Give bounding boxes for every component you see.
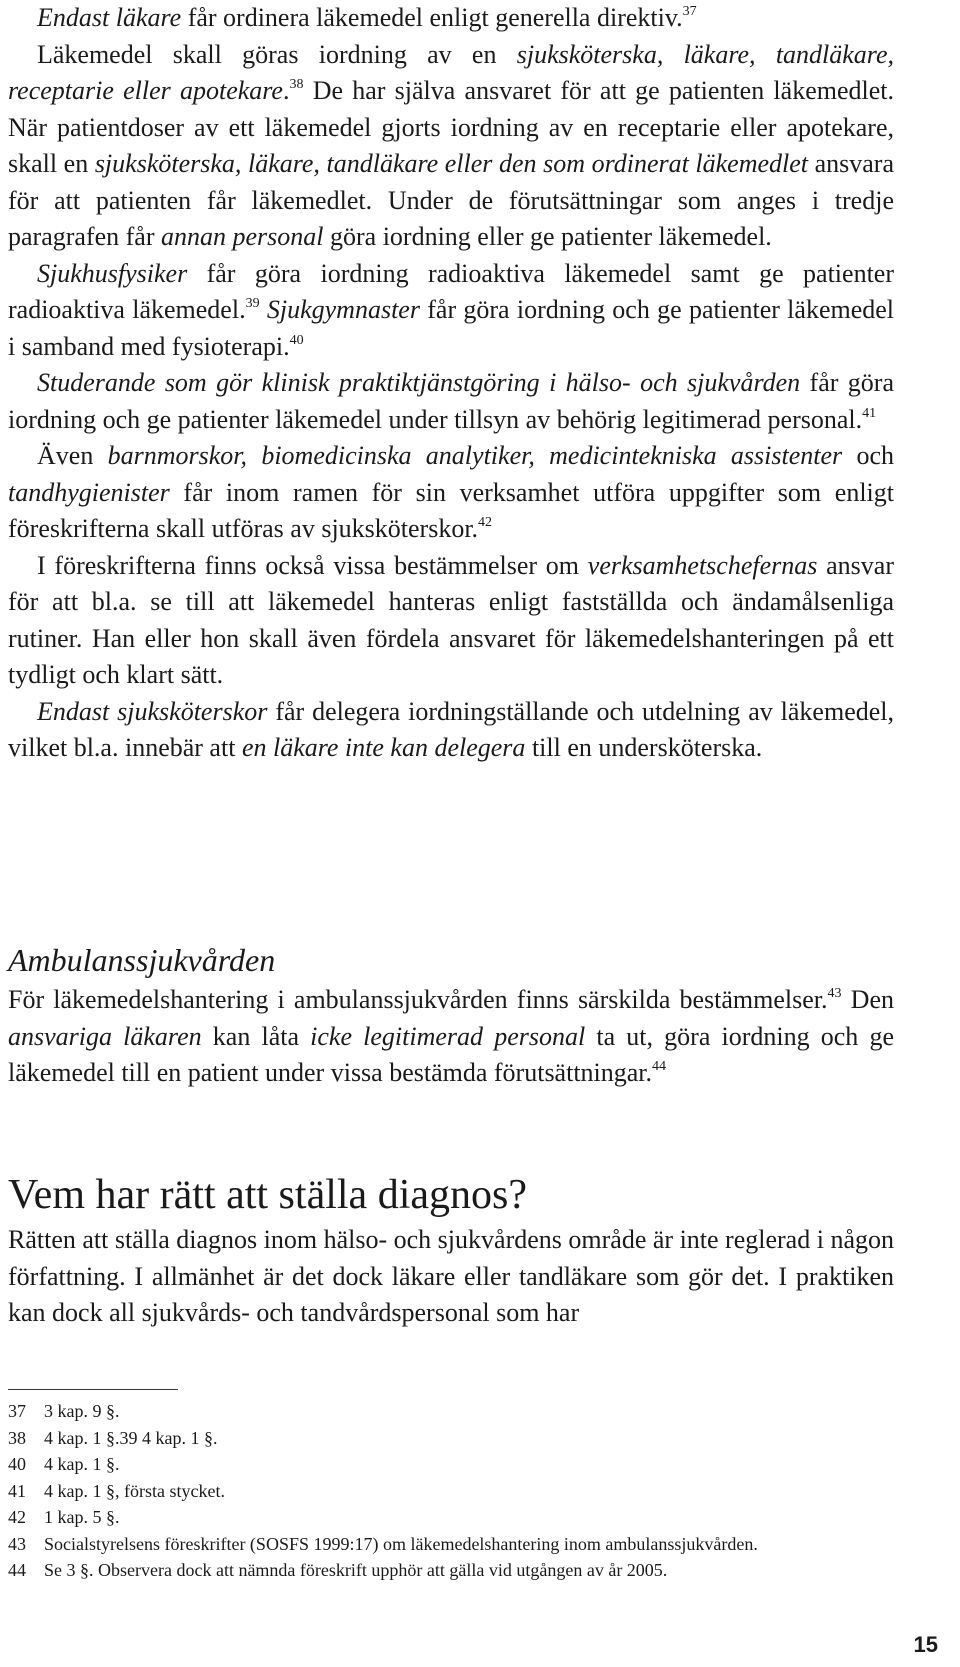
footnote-text: 4 kap. 1 §. (44, 1454, 120, 1474)
emphasis-text: Studerande som gör klinisk praktiktjänstgöring i hälso- och sjukvården (37, 368, 801, 397)
text-run: till en undersköterska. (525, 733, 763, 762)
footnote-ref: 40 (289, 332, 304, 348)
paragraph (8, 0, 894, 37)
footnote-item (8, 1398, 908, 1425)
footnote-number: 41 (8, 1480, 26, 1501)
footnote-item (8, 1425, 908, 1452)
paragraph (8, 365, 894, 438)
text-run: För läkemedelshantering i ambulanssjukvården finns särskilda bestämmelser. (8, 985, 828, 1014)
text-run: Läkemedel skall göras iordning av en (37, 39, 517, 69)
text-run: . (282, 76, 290, 105)
body-text-block-2 (8, 982, 894, 1092)
emphasis-text: ansvariga läkaren (8, 1021, 202, 1051)
emphasis-text: tandhygienister (8, 477, 170, 507)
emphasis-text: sjuksköterska, läkare, tandläkare eller den som ordinerat läkemedlet (94, 149, 809, 178)
text-run: får göra iordning radioaktiva läkemedel samt ge patienter radioaktiva läkemedel. (8, 258, 894, 324)
emphasis-text: en läkare inte kan delegera (241, 733, 526, 762)
body-text-block-3 (8, 1222, 894, 1332)
footnote-text: Socialstyrelsens föreskrifter (SOSFS 1999:17) om läkemedelshantering inom ambulanssjukvården. (44, 1533, 758, 1554)
footnote-text: Se 3 §. Observera dock att nämnda föreskrift upphör att gälla vid utgången av år 2005. (44, 1560, 668, 1580)
emphasis-text: annan personal (161, 222, 324, 251)
footnote-number: 40 (8, 1454, 26, 1474)
footnote-text: 3 kap. 9 §. (44, 1401, 120, 1421)
paragraph (8, 982, 894, 1092)
text-run: I föreskrifterna finns också vissa bestämmelser om (37, 550, 588, 580)
emphasis-text: Sjukhusfysiker (37, 258, 188, 288)
footnote-text: 4 kap. 1 §, första stycket. (44, 1480, 225, 1501)
footnote-number: 43 (8, 1533, 26, 1554)
text-run: får inom ramen för sin verksamhet utföra uppgifter som enligt föreskrifterna skall utföras av sjuksköterskor. (8, 477, 894, 543)
text-run: får delegera iordningställande och utdelning av läkemedel, vilket bl.a. innebär att (8, 696, 894, 762)
text-run: får ordinera läkemedel enligt generella direktiv. (181, 3, 683, 32)
footnote-text: 1 kap. 5 §. (44, 1507, 120, 1527)
text-run: kan låta (201, 1021, 311, 1051)
footnote-number: 37 (8, 1401, 26, 1421)
footnote-ref: 38 (289, 77, 304, 92)
footnote-item (8, 1504, 908, 1531)
emphasis-text: Endast läkare (37, 3, 182, 32)
text-run: får göra iordning och ge patienter läkemedel under tillsyn av behörig legitimerad personal. (8, 368, 894, 434)
footnote-item (8, 1557, 908, 1584)
emphasis-text: icke legitimerad personal (310, 1021, 586, 1051)
footnote-ref: 41 (862, 405, 877, 421)
footnote-ref: 37 (682, 4, 697, 19)
footnote-item (8, 1531, 908, 1558)
emphasis-text: barnmorskor, biomedicinska analytiker, medicintekniska assistenter (107, 441, 843, 470)
footnote-divider (8, 1389, 178, 1390)
footnotes-list (8, 1398, 908, 1584)
footnote-item (8, 1478, 908, 1505)
text-run (260, 295, 267, 324)
footnote-number: 38 (8, 1427, 26, 1448)
section-heading-diagnos: Vem har rätt att ställa diagnos? (8, 1172, 527, 1218)
page-number: 15 (913, 1632, 938, 1657)
paragraph (8, 37, 894, 256)
paragraph (8, 1222, 894, 1332)
footnote-text: 4 kap. 1 §.39 4 kap. 1 §. (44, 1427, 218, 1448)
paragraph (8, 256, 894, 366)
paragraph (8, 438, 894, 548)
text-run: ta ut, göra iordning och ge läkemedel till en patient under vissa bestämda förutsättningar. (8, 1021, 895, 1087)
text-run: Även (37, 441, 108, 470)
text-run: får göra iordning och ge patienter läkemedel i samband med fysioterapi. (8, 295, 895, 361)
text-run: Den (841, 985, 894, 1014)
text-run: och (842, 441, 894, 470)
paragraph (8, 548, 894, 694)
text-run: Rätten att ställa diagnos inom hälso- och sjukvårdens område är inte reglerad i någon författning. I allmänhet är det dock läkare eller tandläkare som gör det. I praktiken kan dock all sjukvårds- och tandvårdspersonal som har (8, 1225, 894, 1327)
footnote-ref: 43 (827, 986, 842, 1001)
body-text-block-1 (8, 0, 894, 767)
emphasis-text: Sjukgymnaster (266, 295, 420, 324)
emphasis-text: sjuksköterska, läkare, tandläkare, receptarie eller apotekare (8, 39, 894, 105)
emphasis-text: Endast sjuksköterskor (37, 696, 268, 726)
footnote-number: 42 (8, 1507, 26, 1527)
emphasis-text: verksamhetschefernas (587, 550, 818, 580)
paragraph (8, 694, 894, 767)
footnote-item (8, 1451, 908, 1478)
text-run: ansvara för att patienten får läkemedlet. Under de förutsättningar som anges i tredje paragrafen får (8, 149, 894, 251)
subheading-ambulanssjukvarden: Ambulanssjukvården (8, 942, 276, 978)
footnote-ref: 42 (478, 515, 493, 530)
text-run: göra iordning eller ge patienter läkemedel. (323, 222, 772, 251)
text-run: ansvar för att bl.a. se till att läkemedel hanteras enligt fastställda och ändamålsenliga rutiner. Han eller hon skall även fördela ansvaret för läkemedelshanteringen på ett tydligt och klart sätt. (8, 550, 894, 689)
footnote-ref: 39 (245, 296, 260, 311)
footnote-number: 44 (8, 1560, 26, 1580)
footnote-ref: 44 (652, 1059, 667, 1074)
text-run: De har själva ansvaret för att ge patienten läkemedlet. När patientdoser av ett läkemedel gjorts iordning av en receptarie eller apotekare, skall en (8, 76, 894, 178)
